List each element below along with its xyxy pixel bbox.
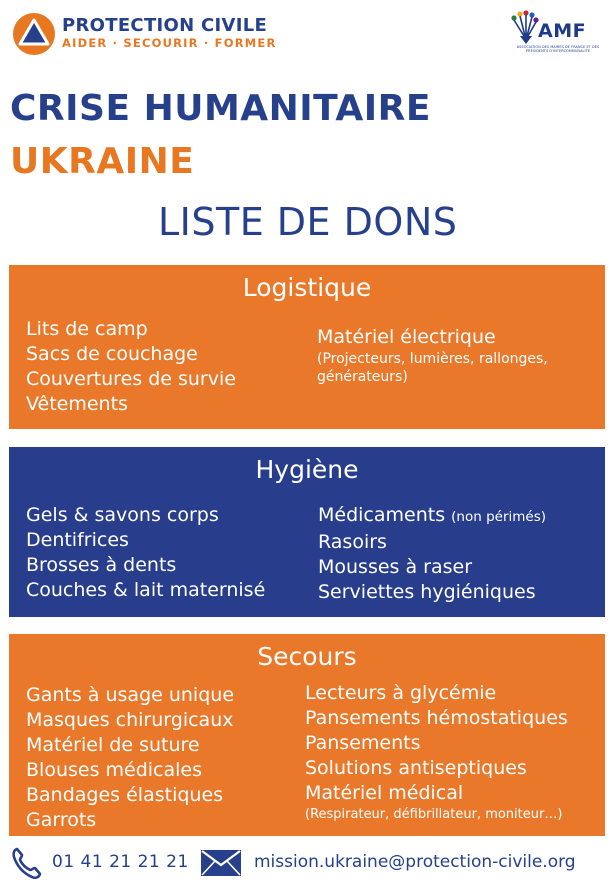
list-item-note: (Projecteurs, lumières, rallonges,: [317, 351, 548, 367]
phone-icon: [11, 846, 43, 880]
list-item: Matériel électrique: [317, 326, 496, 348]
phone-number[interactable]: 01 41 21 21 21: [52, 852, 189, 872]
section-title: Hygiène: [255, 455, 359, 484]
list-item: Pansements: [305, 732, 421, 754]
amf-subtitle: ASSOCIATION DES MAIRES DE FRANCE ET DES PRÉSIDENTS D'INTERCOMMUNALITÉ: [516, 45, 600, 53]
title-liste-de-dons: LISTE DE DONS: [158, 200, 458, 244]
list-item: Lits de camp: [26, 318, 148, 340]
list-item: Solutions antiseptiques: [305, 757, 527, 779]
list-item: Gels & savons corps: [26, 504, 219, 526]
list-item: Garrots: [26, 809, 97, 831]
section-secours: [9, 634, 605, 836]
list-item: Lecteurs à glycémie: [305, 682, 497, 704]
list-item: Sacs de couchage: [26, 343, 198, 365]
list-item: Gants à usage unique: [26, 684, 235, 706]
list-item-note: (non périmés): [451, 509, 547, 525]
list-item: Couches & lait maternisé: [26, 579, 266, 601]
org-name: PROTECTION CIVILE: [62, 15, 268, 36]
title-ukraine: UKRAINE: [10, 141, 195, 182]
list-item: [318, 503, 546, 530]
list-item-note: (Respirateur, défibrillateur, moniteur…): [305, 807, 563, 822]
email-link[interactable]: mission.ukraine@protection-civile.org: [254, 852, 576, 872]
list-item: Masques chirurgicaux: [26, 709, 234, 731]
list-item: Brosses à dents: [26, 554, 177, 576]
list-item: Rasoirs: [318, 531, 387, 553]
list-item: Mousses à raser: [318, 556, 473, 578]
title-crise-humanitaire: CRISE HUMANITAIRE: [10, 88, 431, 129]
amf-wordmark: AMF: [538, 20, 587, 42]
section-title: Logistique: [242, 273, 372, 302]
list-item: Serviettes hygiéniques: [318, 581, 536, 603]
list-item-label: Médicaments: [318, 504, 446, 526]
list-item: Couvertures de survie: [26, 368, 236, 390]
list-item: Matériel médical: [305, 782, 464, 804]
list-item: Pansements hémostatiques: [305, 707, 568, 729]
section-logistique: [9, 265, 605, 429]
list-item: Vêtements: [26, 393, 128, 415]
header: [0, 0, 613, 70]
protection-civile-logo: [12, 12, 56, 56]
list-item: Blouses médicales: [26, 759, 203, 781]
org-motto: AIDER · SECOURIR · FORMER: [62, 36, 277, 50]
list-item: Bandages élastiques: [26, 784, 224, 806]
section-title: Secours: [257, 642, 357, 671]
list-item-note: générateurs): [317, 369, 408, 385]
envelope-icon: [200, 849, 242, 877]
list-item: Dentifrices: [26, 529, 129, 551]
footer-contact: [0, 840, 613, 884]
section-hygiene: [9, 447, 605, 617]
list-item: Matériel de suture: [26, 734, 200, 756]
